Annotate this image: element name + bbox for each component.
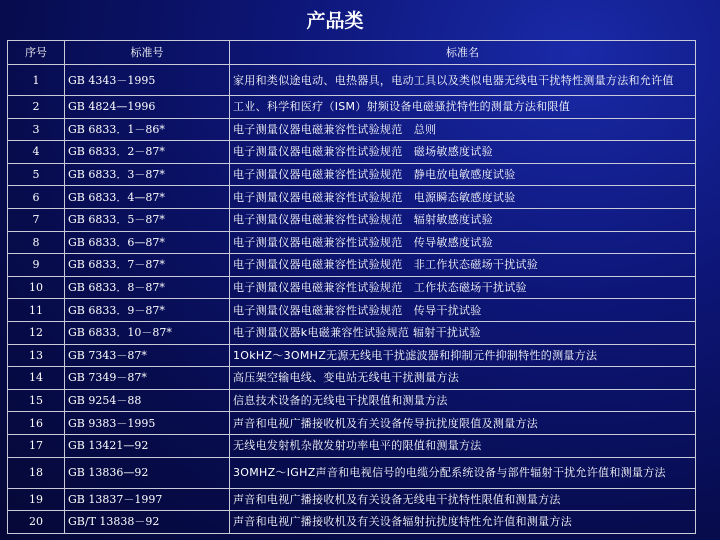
header-standard-number: 标准号 [65,41,230,65]
table-row [8,254,696,277]
row-standard-number: GB 6833．3－87* [65,163,230,186]
table-row [8,488,696,511]
row-standard-name: 声音和电视广播接收机及有关设备传导抗扰度限值及测量方法 [230,412,696,435]
row-standard-name: 电子测量仪器k电磁兼容性试验规范 辐射干扰试验 [230,321,696,344]
table-row [8,276,696,299]
table-row [8,344,696,367]
row-standard-number: GB 6833．9－87* [65,299,230,322]
row-serial: 5 [8,163,65,186]
row-standard-number: GB 6833．6—87* [65,231,230,254]
row-serial: 11 [8,299,65,322]
row-standard-name: 无线电发射机杂散发射功率电平的限值和测量方法 [230,434,696,457]
table-row [8,511,696,534]
row-serial: 8 [8,231,65,254]
table-row [8,321,696,344]
row-standard-number: GB 9383－1995 [65,412,230,435]
row-standard-number: GB 6833．5－87* [65,208,230,231]
table-row [8,457,696,488]
row-standard-number: GB 4824—1996 [65,96,230,119]
row-standard-name: 1OkHZ～3OMHZ无源无线电干扰滤波器和抑制元件抑制特性的测量方法 [230,344,696,367]
row-standard-number: GB 6833．2－87* [65,141,230,164]
row-standard-name: 电子测量仪器电磁兼容性试验规范 静电放电敏感度试验 [230,163,696,186]
row-standard-name: 电子测量仪器电磁兼容性试验规范 磁场敏感度试验 [230,141,696,164]
row-serial: 19 [8,488,65,511]
row-standard-name: 电子测量仪器电磁兼容性试验规范 总则 [230,118,696,141]
row-serial: 3 [8,118,65,141]
row-standard-number: GB 13421—92 [65,434,230,457]
standards-table [7,40,696,534]
row-serial: 1 [8,65,65,96]
row-serial: 18 [8,457,65,488]
row-standard-name: 电子测量仪器电磁兼容性试验规范 传导敏感度试验 [230,231,696,254]
table-row [8,231,696,254]
row-serial: 9 [8,254,65,277]
table-row [8,367,696,390]
table-row [8,434,696,457]
table-row [8,96,696,119]
row-standard-name: 高压架空输电线、变电站无线电干扰测量方法 [230,367,696,390]
row-standard-name: 家用和类似途电动、电热器具，电动工具以及类似电器无线电干扰特性测量方法和允许值 [230,65,696,96]
row-standard-number: GB 6833．4—87* [65,186,230,209]
row-standard-number: GB 6833．8－87* [65,276,230,299]
row-standard-number: GB 6833．10－87* [65,321,230,344]
table-row [8,186,696,209]
table-row [8,141,696,164]
row-standard-number: GB 6833．7－87* [65,254,230,277]
row-serial: 13 [8,344,65,367]
table-row [8,412,696,435]
row-serial: 7 [8,208,65,231]
row-standard-name: 声音和电视广播接收机及有关设备辐射抗扰度特性允许值和测量方法 [230,511,696,534]
row-standard-number: GB 7349－87* [65,367,230,390]
page-title: 产品类 [306,10,364,32]
row-serial: 4 [8,141,65,164]
row-serial: 15 [8,389,65,412]
row-standard-name: 3OMHZ～IGHZ声音和电视信号的电缆分配系统设备与部件辐射干扰允许值和测量方法 [230,457,696,488]
row-standard-name: 工业、科学和医疗（ISM）射频设备电磁骚扰特性的测量方法和限值 [230,96,696,119]
table-row [8,163,696,186]
row-standard-name: 电子测量仪器电磁兼容性试验规范 辐射敏感度试验 [230,208,696,231]
row-standard-name: 声音和电视广播接收机及有关设备无线电干扰特性限值和测量方法 [230,488,696,511]
row-standard-number: GB/T 13838－92 [65,511,230,534]
table-row [8,208,696,231]
row-standard-name: 电子测量仪器电磁兼容性试验规范 工作状态磁场干扰试验 [230,276,696,299]
row-standard-number: GB 4343－1995 [65,65,230,96]
row-standard-name: 电子测量仪器电磁兼容性试验规范 电源瞬态敏感度试验 [230,186,696,209]
row-standard-number: GB 9254－88 [65,389,230,412]
header-serial: 序号 [8,41,65,65]
row-standard-name: 电子测量仪器电磁兼容性试验规范 非工作状态磁场干扰试验 [230,254,696,277]
row-serial: 6 [8,186,65,209]
row-serial: 17 [8,434,65,457]
row-standard-name: 信息技术设备的无线电干扰限值和测量方法 [230,389,696,412]
row-serial: 14 [8,367,65,390]
table-row [8,118,696,141]
row-standard-number: GB 6833．1－86* [65,118,230,141]
row-standard-number: GB 7343－87* [65,344,230,367]
table-header-row [8,41,696,65]
row-standard-name: 电子测量仪器电磁兼容性试验规范 传导干扰试验 [230,299,696,322]
table-row [8,389,696,412]
row-serial: 2 [8,96,65,119]
header-standard-name: 标准名 [230,41,696,65]
row-standard-number: GB 13837－1997 [65,488,230,511]
row-serial: 10 [8,276,65,299]
row-serial: 12 [8,321,65,344]
row-serial: 20 [8,511,65,534]
row-serial: 16 [8,412,65,435]
row-standard-number: GB 13836—92 [65,457,230,488]
table-row [8,65,696,96]
table-row [8,299,696,322]
